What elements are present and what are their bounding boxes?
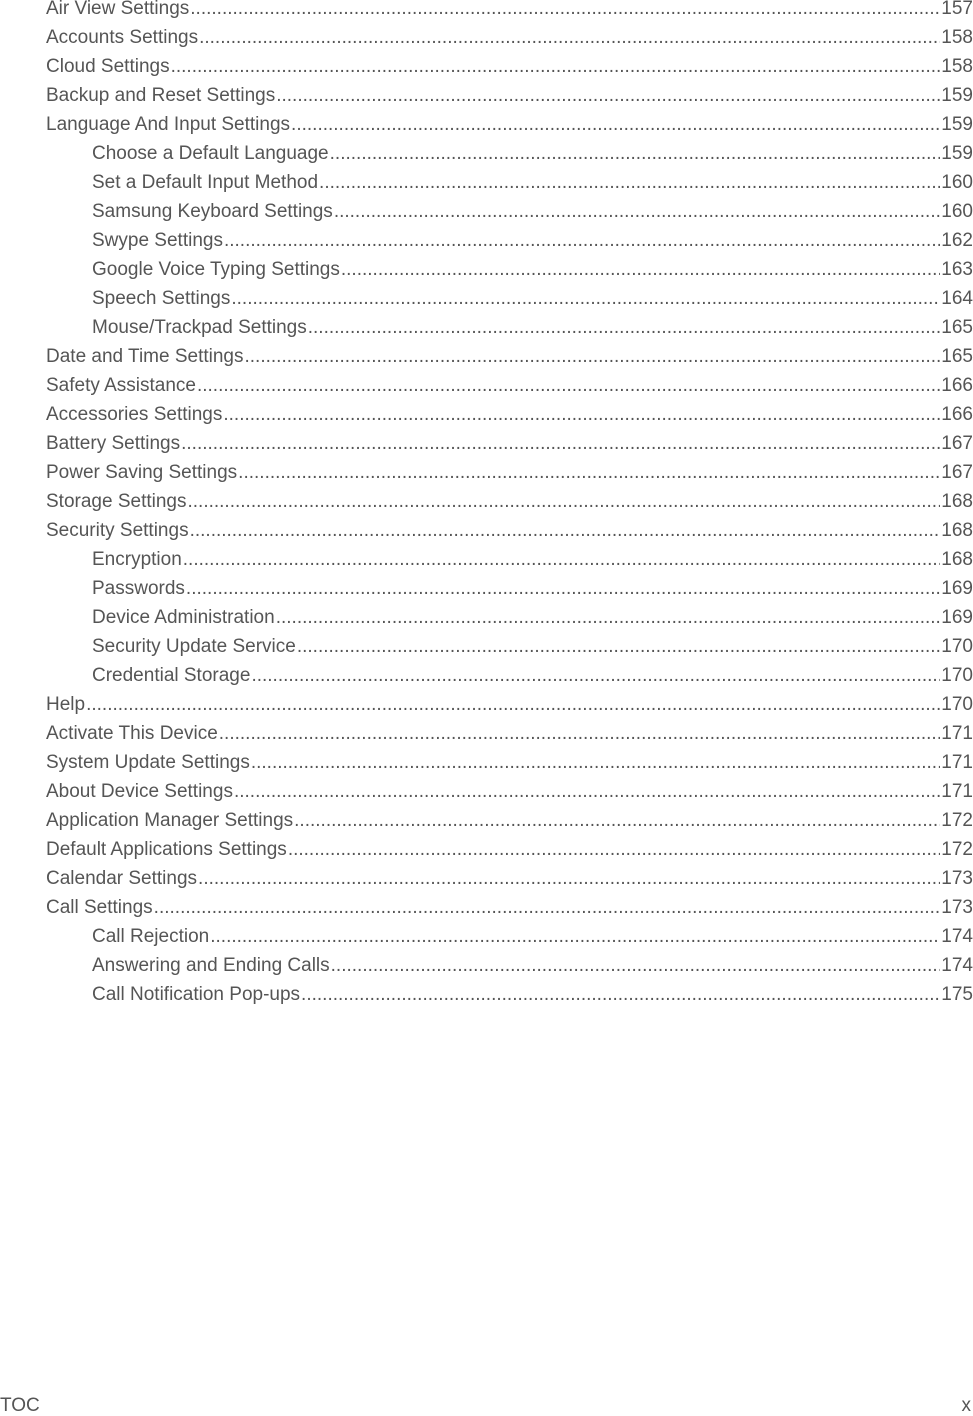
toc-entry-title: Encryption [92,549,182,570]
toc-entry-title: Call Settings [46,897,153,918]
toc-entry-page-number: 172 [941,839,973,860]
toc-entry-title: Credential Storage [92,665,251,686]
toc-entry-title: Mouse/Trackpad Settings [92,317,307,338]
toc-entry-title: Date and Time Settings [46,346,244,367]
page-footer [0,1395,973,1416]
toc-entry-page-number: 168 [941,549,973,570]
toc-entry-title: Application Manager Settings [46,810,294,831]
toc-entry-page-number: 168 [941,520,973,541]
toc-entry-page-number: 174 [941,955,973,976]
toc-entry-title: Backup and Reset Settings [46,85,276,106]
toc-entry-title: About Device Settings [46,781,233,802]
toc-entry-page-number: 157 [941,0,973,19]
toc-entry-title: Call Notification Pop-ups [92,984,301,1005]
toc-entry-page-number: 169 [941,578,973,599]
toc-entry-page-number: 162 [941,230,973,251]
toc-entry-page-number: 174 [941,926,973,947]
toc-entry-title: Speech Settings [92,288,231,309]
toc-entry-title: Device Administration [92,607,275,628]
toc-entry-page-number: 165 [941,346,973,367]
toc-entry-page-number: 173 [941,868,973,889]
toc-entry-title: Samsung Keyboard Settings [92,201,333,222]
toc-entry-page-number: 170 [941,636,973,657]
footer-page-number: x [961,1395,971,1416]
toc-entry-title: Default Applications Settings [46,839,287,860]
toc-entry-page-number: 173 [941,897,973,918]
toc-entry-page-number: 159 [941,114,973,135]
table-of-contents [46,0,973,1014]
toc-entry-page-number: 169 [941,607,973,628]
toc-entry-title: Air View Settings [46,0,190,19]
toc-entry-title: Security Settings [46,520,189,541]
toc-entry-page-number: 160 [941,172,973,193]
toc-dot-leader [301,976,940,1014]
toc-entry-title: Set a Default Input Method [92,172,319,193]
toc-entry-page-number: 159 [941,143,973,164]
toc-entry-title: Choose a Default Language [92,143,329,164]
toc-entry-page-number: 171 [941,752,973,773]
toc-entry-title: Call Rejection [92,926,210,947]
toc-entry-page-number: 167 [941,462,973,483]
toc-entry-title: Accounts Settings [46,27,199,48]
toc-entry-page-number: 171 [941,723,973,744]
toc-entry-title: Battery Settings [46,433,181,454]
footer-section-label: TOC [0,1395,40,1416]
toc-entry-title: Security Update Service [92,636,296,657]
toc-entry-page-number: 164 [941,288,973,309]
toc-entry-title: Storage Settings [46,491,187,512]
toc-entry-title: Google Voice Typing Settings [92,259,340,280]
toc-entry-title: Safety Assistance [46,375,196,396]
toc-entry-page-number: 160 [941,201,973,222]
toc-entry-page-number: 167 [941,433,973,454]
toc-entry-title: System Update Settings [46,752,250,773]
toc-entry-title: Accessories Settings [46,404,223,425]
toc-entry-title: Answering and Ending Calls [92,955,330,976]
toc-entry-title: Calendar Settings [46,868,198,889]
toc-entry-page-number: 165 [941,317,973,338]
toc-entry-page-number: 158 [941,56,973,77]
toc-entry-page-number: 170 [941,665,973,686]
toc-entry-title: Help [46,694,86,715]
toc-entry-title: Passwords [92,578,185,599]
toc-entry-page-number: 163 [941,259,973,280]
toc-entry-page-number: 171 [941,781,973,802]
toc-entry-title: Power Saving Settings [46,462,238,483]
toc-entry-page-number: 170 [941,694,973,715]
toc-entry-page-number: 175 [941,984,973,1005]
toc-entry-page-number: 166 [941,375,973,396]
toc-entry-title: Language And Input Settings [46,114,291,135]
toc-entry-title: Activate This Device [46,723,218,744]
toc-entry[interactable] [46,976,973,1014]
toc-entry-title: Cloud Settings [46,56,170,77]
toc-entry-title: Swype Settings [92,230,223,251]
toc-entry-page-number: 168 [941,491,973,512]
toc-entry-page-number: 172 [941,810,973,831]
toc-entry-page-number: 158 [941,27,973,48]
toc-entry-page-number: 166 [941,404,973,425]
toc-entry-page-number: 159 [941,85,973,106]
